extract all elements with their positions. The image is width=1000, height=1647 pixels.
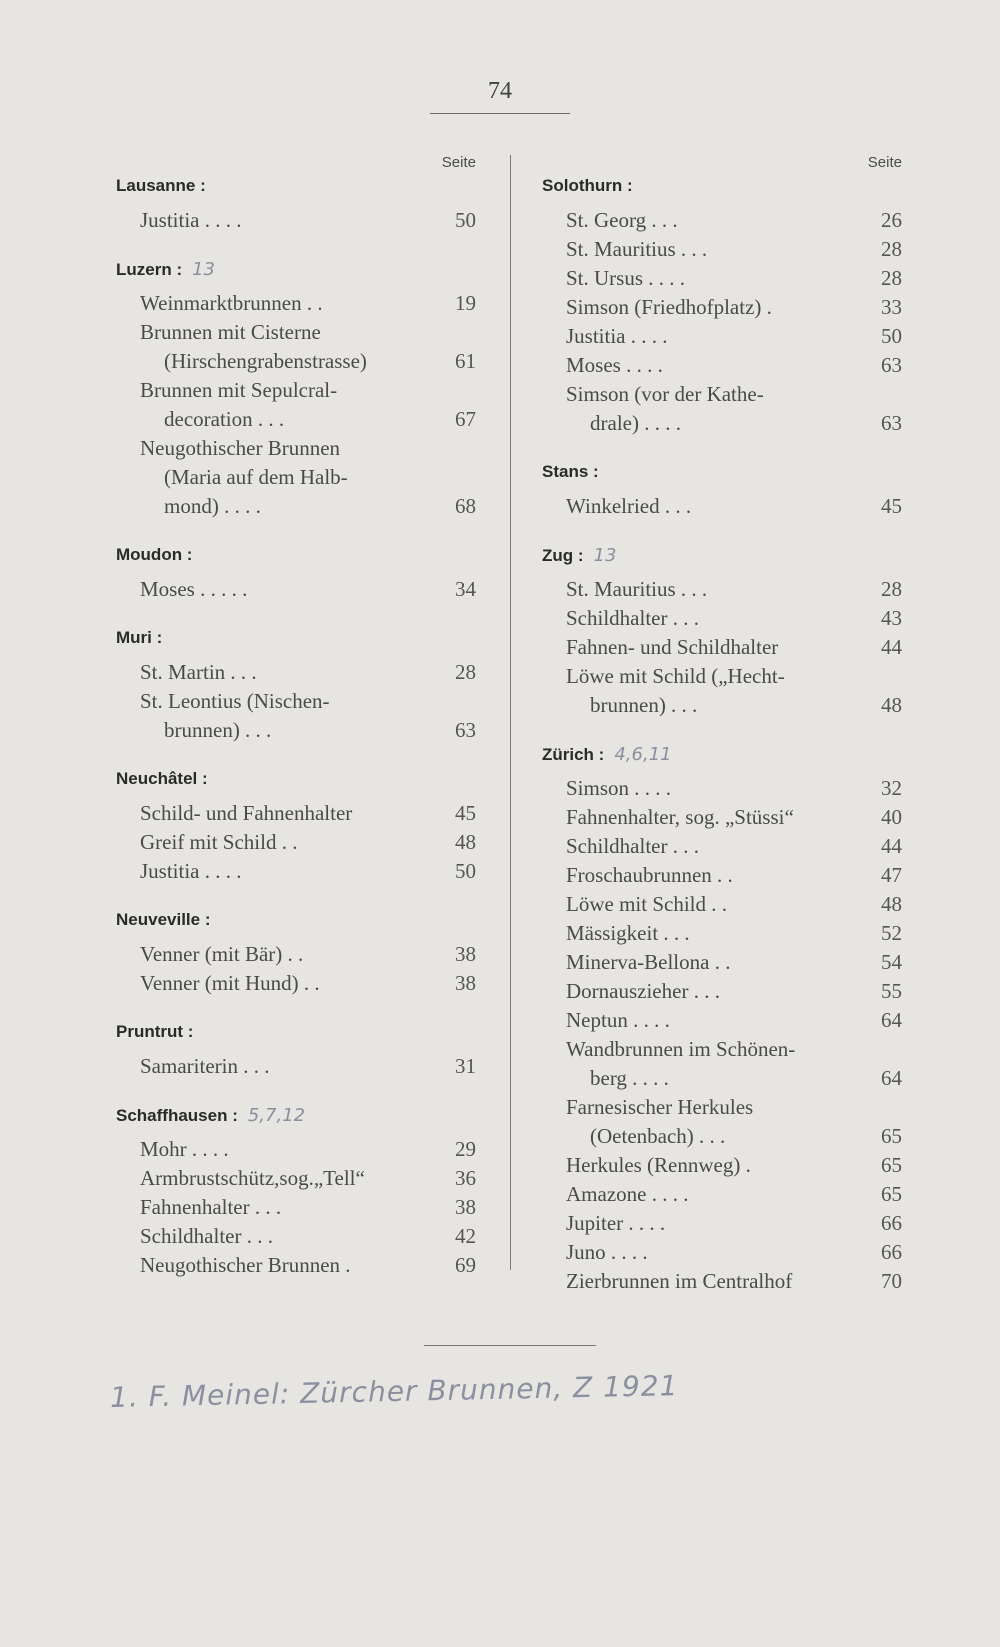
entry-title [542,890,866,919]
entry-title [542,206,866,235]
entry-page-number: 26 [881,208,902,232]
location-heading: Solothurn : [542,176,633,195]
entry-title-line: Amazone . . . . [566,1182,689,1206]
index-entry [542,662,902,720]
entry-page-number: 38 [455,971,476,995]
page-number: 74 [488,78,512,104]
entry-title [116,857,440,886]
entry-title-line: Farnesischer Herkules [566,1095,754,1119]
entry-page-number: 63 [881,353,902,377]
entry-title [542,604,866,633]
index-entry [542,293,902,322]
entry-title-line: Zierbrunnen im Centralhof [566,1269,793,1293]
index-entry [116,1052,476,1081]
entry-title [116,1164,440,1193]
entry-title-line: Justitia . . . . [566,324,668,348]
index-entry [116,1251,476,1280]
location-heading-row [542,176,902,206]
index-entry [542,1006,902,1035]
entry-page-number: 48 [455,830,476,854]
index-entry [116,1193,476,1222]
entry-title-line: (Maria auf dem Halb- [164,465,348,489]
index-entry [542,919,902,948]
index-entry [542,264,902,293]
entry-title [542,1209,866,1238]
index-section [116,769,476,886]
entry-title-line: brunnen) . . . [164,718,272,742]
index-entry [542,832,902,861]
entry-title-line: Neptun . . . . [566,1008,670,1032]
location-heading-row [116,1022,476,1052]
location-heading-row [116,628,476,658]
index-entry [542,1238,902,1267]
location-heading-row [116,176,476,206]
entry-page-number: 70 [881,1269,902,1293]
entry-title-line: Justitia . . . . [140,208,242,232]
entry-title-line: Schildhalter . . . [566,834,699,858]
entry-title [542,1006,866,1035]
entry-title-line: Froschaubrunnen . . [566,863,733,887]
entry-title-line: Fahnen- und Schildhalter [566,635,779,659]
entry-title-line: St. Ursus . . . . [566,266,686,290]
index-entry [116,1164,476,1193]
entry-title-line: Schild- und Fahnenhalter [140,801,353,825]
handwritten-note: 13 [593,545,617,566]
entry-page-number: 45 [881,494,902,518]
entry-title-line: Neugothischer Brunnen [140,436,341,460]
index-entry [116,376,476,434]
entry-page-number: 44 [881,635,902,659]
index-entry [116,575,476,604]
entry-title [542,492,866,521]
entry-title [116,1135,440,1164]
location-heading: Muri : [116,628,163,647]
entry-title-line: Moses . . . . [566,353,663,377]
location-heading-row [116,545,476,575]
location-heading: Moudon : [116,545,193,564]
entry-page-number: 50 [881,324,902,348]
entry-page-number: 44 [881,834,902,858]
entry-title-line: Juno . . . . [566,1240,648,1264]
entry-page-number: 29 [455,1137,476,1161]
entry-page-number: 65 [881,1124,902,1148]
location-heading-row [542,744,902,774]
entry-title-line: St. Mauritius . . . [566,237,708,261]
entry-title [116,206,440,235]
location-heading: Neuchâtel : [116,769,208,788]
entry-title-line: Moses . . . . . [140,577,248,601]
index-section [542,462,902,521]
entry-title-line: Brunnen mit Sepulcral- [140,378,338,402]
entry-title-line: decoration . . . [164,407,285,431]
entry-title [116,434,440,521]
entry-title-line: Löwe mit Schild („Hecht- [566,664,785,688]
entry-title [116,289,440,318]
column-divider [510,155,511,1270]
entry-title-line: Herkules (Rennweg) . [566,1153,751,1177]
entry-page-number: 28 [455,660,476,684]
index-entry [542,1180,902,1209]
entry-page-number: 50 [455,208,476,232]
index-entry [116,799,476,828]
index-entry [542,575,902,604]
entry-page-number: 66 [881,1240,902,1264]
left-column [116,150,476,1304]
index-entry [116,206,476,235]
index-entry [542,977,902,1006]
location-heading-row [116,910,476,940]
entry-page-number: 54 [881,950,902,974]
index-entry [542,803,902,832]
entry-title [116,940,440,969]
entry-page-number: 65 [881,1153,902,1177]
entry-title-line: Simson . . . . [566,776,672,800]
entry-title [116,1222,440,1251]
entry-title [542,977,866,1006]
entry-title-line: Simson (Friedhofplatz) . [566,295,772,319]
entry-title [542,948,866,977]
entry-title [116,318,440,376]
entry-page-number: 40 [881,805,902,829]
index-section [116,628,476,745]
index-entry [542,948,902,977]
entry-title [542,1093,866,1151]
index-section [542,744,902,1296]
entry-page-number: 63 [455,718,476,742]
entry-page-number: 38 [455,1195,476,1219]
entry-page-number: 43 [881,606,902,630]
header-rule [430,113,570,114]
entry-title-line: St. Leontius (Nischen- [140,689,330,713]
index-entry [116,969,476,998]
index-entry [542,1267,902,1296]
entry-page-number: 48 [881,892,902,916]
entry-title [116,1251,440,1280]
index-section [116,545,476,604]
entry-title-line: berg . . . . [590,1066,669,1090]
entry-title [116,969,440,998]
entry-title-line: St. Mauritius . . . [566,577,708,601]
entry-title-line: Wandbrunnen im Schönen- [566,1037,796,1061]
entry-title-line: mond) . . . . [164,494,261,518]
entry-page-number: 63 [881,411,902,435]
index-entry [542,380,902,438]
entry-page-number: 66 [881,1211,902,1235]
entry-title [542,1267,866,1296]
entry-page-number: 31 [455,1054,476,1078]
entry-title-line: Dornauszieher . . . [566,979,720,1003]
entry-page-number: 61 [455,349,476,373]
handwritten-note: 13 [192,259,216,280]
location-heading: Zürich : [542,745,605,764]
location-heading: Neuveville : [116,910,211,929]
location-heading-row [542,462,902,492]
left-sections [116,176,476,1280]
location-heading-row [116,1105,476,1135]
index-entry [116,434,476,521]
entry-title [542,1238,866,1267]
index-entry [542,633,902,662]
location-heading: Schaffhausen : [116,1106,238,1125]
entry-page-number: 28 [881,577,902,601]
index-entry [542,492,902,521]
entry-title-line: Greif mit Schild . . [140,830,298,854]
entry-title-line: brunnen) . . . [590,693,698,717]
entry-title [542,1035,866,1093]
entry-title [542,264,866,293]
index-section [116,1022,476,1081]
entry-title-line: Jupiter . . . . [566,1211,666,1235]
index-entry [542,235,902,264]
index-entry [542,206,902,235]
entry-title-line: Justitia . . . . [140,859,242,883]
entry-title [542,832,866,861]
entry-title-line: Fahnenhalter, sog. „Stüssi“ [566,805,794,829]
index-section [542,176,902,438]
entry-title [116,575,440,604]
index-entry [116,1135,476,1164]
entry-title-line: Schildhalter . . . [140,1224,273,1248]
entry-title-line: drale) . . . . [590,411,681,435]
entry-title-line: Neugothischer Brunnen . [140,1253,351,1277]
entry-title-line: Löwe mit Schild . . [566,892,727,916]
location-heading: Zug : [542,546,584,565]
index-entry [116,857,476,886]
index-entry [542,351,902,380]
entry-title-line: St. Martin . . . [140,660,257,684]
index-entry [542,1035,902,1093]
entry-title-line: Venner (mit Bär) . . [140,942,304,966]
entry-title-line: Minerva-Bellona . . [566,950,731,974]
footer-rule [424,1345,596,1346]
location-heading: Pruntrut : [116,1022,194,1041]
index-entry [542,322,902,351]
entry-title-line: Fahnenhalter . . . [140,1195,282,1219]
entry-title-line: Venner (mit Hund) . . [140,971,320,995]
index-entry [116,658,476,687]
handwritten-note: 5,7,12 [247,1105,306,1126]
entry-page-number: 33 [881,295,902,319]
index-entry [542,604,902,633]
entry-title-line: Weinmarktbrunnen . . [140,291,323,315]
entry-title [116,376,440,434]
entry-title-line: Samariterin . . . [140,1054,270,1078]
entry-page-number: 28 [881,237,902,261]
entry-title [116,1052,440,1081]
right-sections [542,176,902,1296]
entry-title [116,799,440,828]
index-entry [116,289,476,318]
entry-page-number: 28 [881,266,902,290]
entry-title [542,351,866,380]
location-heading-row [116,259,476,289]
entry-page-number: 34 [455,577,476,601]
entry-page-number: 47 [881,863,902,887]
entry-page-number: 50 [455,859,476,883]
entry-title-line: Brunnen mit Cisterne [140,320,321,344]
entry-title-line: (Oetenbach) . . . [590,1124,726,1148]
entry-title-line: Schildhalter . . . [566,606,699,630]
index-section [116,259,476,521]
index-entry [116,828,476,857]
entry-title [542,774,866,803]
entry-title-line: Mässigkeit . . . [566,921,690,945]
entry-page-number: 65 [881,1182,902,1206]
entry-title [542,803,866,832]
entry-title-line: (Hirschengrabenstrasse) [164,349,367,373]
entry-title [542,380,866,438]
location-heading: Luzern : [116,260,183,279]
entry-title [542,322,866,351]
entry-title-line: Mohr . . . . [140,1137,229,1161]
index-entry [116,940,476,969]
entry-page-number: 64 [881,1066,902,1090]
entry-title [542,235,866,264]
entry-title [116,658,440,687]
entry-page-number: 42 [455,1224,476,1248]
entry-title [542,633,866,662]
entry-title-line: Armbrustschütz,sog.„Tell“ [140,1166,365,1190]
entry-page-number: 36 [455,1166,476,1190]
location-heading: Lausanne : [116,176,206,195]
entry-title [542,919,866,948]
entry-title [116,1193,440,1222]
entry-page-number: 69 [455,1253,476,1277]
entry-title [542,1151,866,1180]
entry-title [542,861,866,890]
index-entry [116,318,476,376]
entry-title [542,293,866,322]
index-entry [542,1209,902,1238]
location-heading: Stans : [542,462,599,481]
entry-page-number: 52 [881,921,902,945]
entry-page-number: 45 [455,801,476,825]
entry-title-line: Winkelried . . . [566,494,692,518]
right-column [542,150,902,1320]
handwritten-footnote: 1. F. Meinel: Zürcher Brunnen, Z 1921 [109,1369,679,1414]
location-heading-row [542,545,902,575]
entry-title [542,575,866,604]
entry-page-number: 64 [881,1008,902,1032]
index-section [116,1105,476,1280]
entry-page-number: 19 [455,291,476,315]
seite-header-left: Seite [441,154,476,171]
index-entry [116,687,476,745]
index-section [542,545,902,720]
entry-page-number: 48 [881,693,902,717]
entry-title [542,1180,866,1209]
entry-title [116,687,440,745]
seite-header-right: Seite [867,154,902,171]
entry-page-number: 68 [455,494,476,518]
index-entry [542,1151,902,1180]
index-entry [116,1222,476,1251]
entry-title [542,662,866,720]
entry-page-number: 55 [881,979,902,1003]
index-section [116,176,476,235]
index-entry [542,861,902,890]
index-section [116,910,476,998]
entry-title-line: Simson (vor der Kathe- [566,382,764,406]
location-heading-row [116,769,476,799]
index-entry [542,1093,902,1151]
entry-page-number: 32 [881,776,902,800]
entry-page-number: 67 [455,407,476,431]
entry-page-number: 38 [455,942,476,966]
index-entry [542,890,902,919]
entry-title-line: St. Georg . . . [566,208,678,232]
index-entry [542,774,902,803]
entry-title [116,828,440,857]
handwritten-note: 4,6,11 [614,744,672,765]
